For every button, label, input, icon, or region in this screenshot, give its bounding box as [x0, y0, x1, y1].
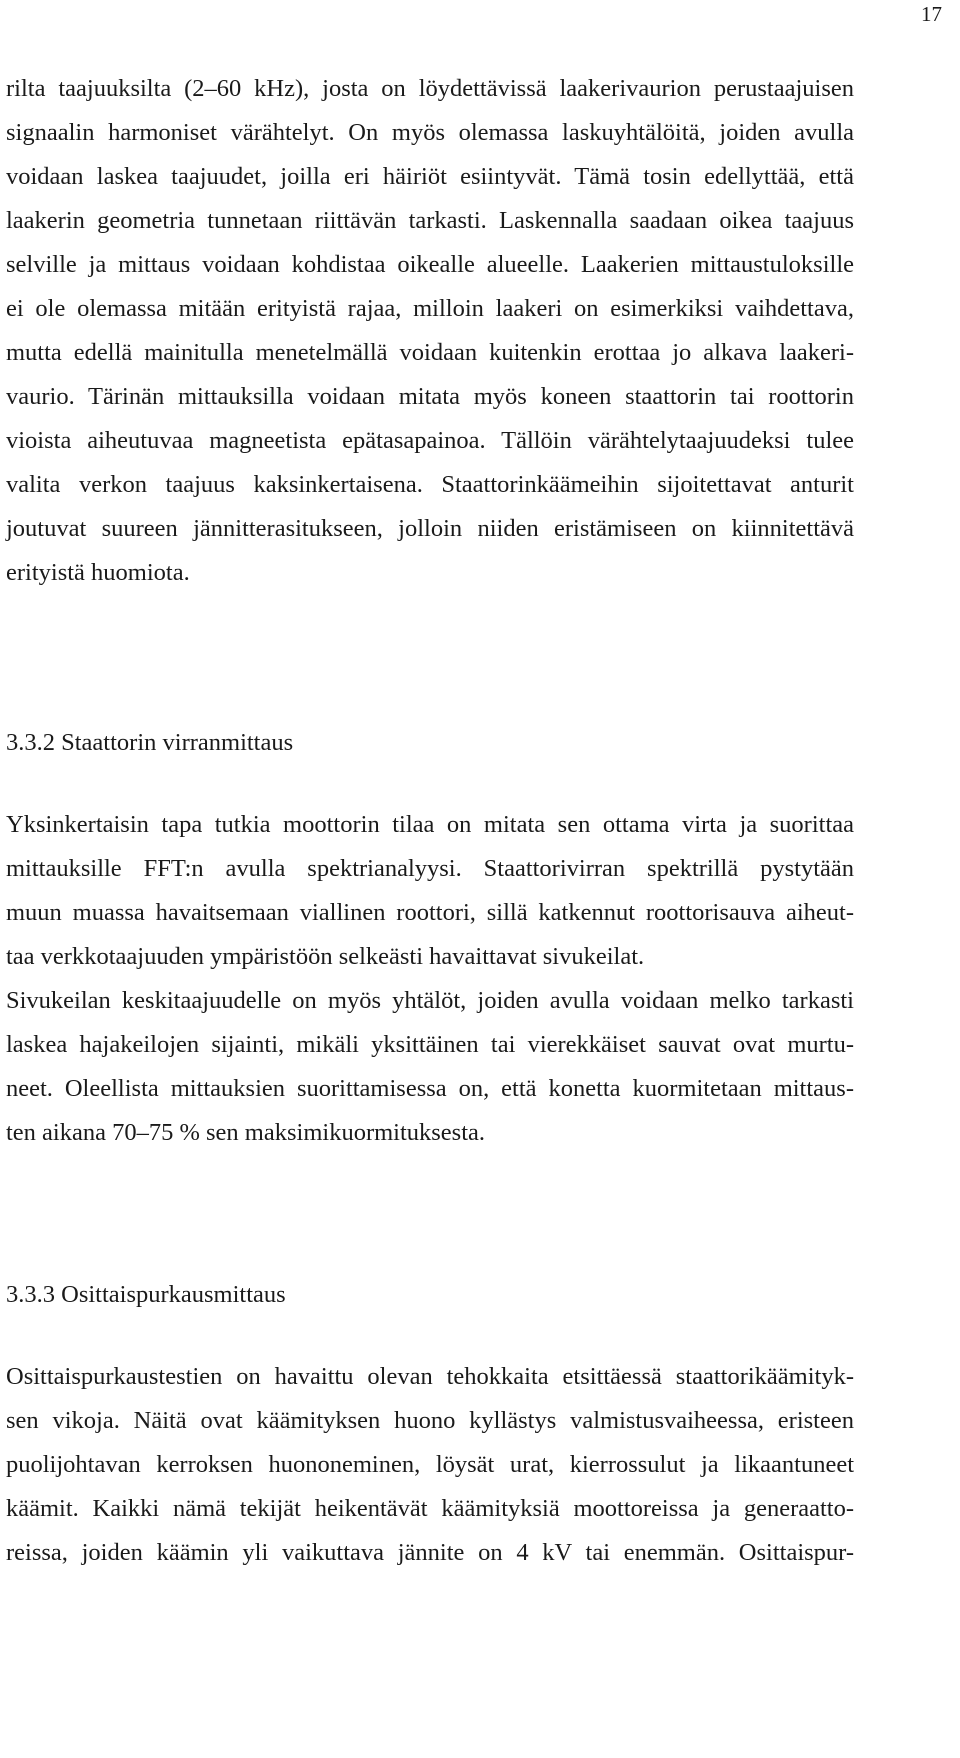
- text-line: signaalin harmoniset värähtelyt. On myös olemassa laskuyhtälöitä, joiden avulla: [6, 119, 854, 146]
- text-line: valita verkon taajuus kaksinkertaisena. Staattorinkäämeihin sijoitettavat anturit: [6, 471, 854, 498]
- text-line: vioista aiheutuvaa magneetista epätasapainoa. Tällöin värähtelytaajuudeksi tulee: [6, 427, 854, 454]
- text-line: ten aikana 70–75 % sen maksimikuormituksesta.: [6, 1119, 486, 1146]
- text-line: vaurio. Tärinän mittauksilla voidaan mitata myös koneen staattorin tai roottorin: [6, 383, 854, 410]
- text-line: mutta edellä mainitulla menetelmällä voidaan kuitenkin erottaa jo alkava laakeri-: [6, 339, 854, 366]
- text-line: ei ole olemassa mitään erityistä rajaa, milloin laakeri on esimerkiksi vaihdettava,: [6, 295, 854, 322]
- text-line: laskea hajakeilojen sijainti, mikäli yksittäinen tai vierekkäiset sauvat ovat murtu-: [6, 1031, 854, 1058]
- section-heading-3-3-2: 3.3.2 Staattorin virranmittaus: [6, 729, 294, 756]
- text-line: rilta taajuuksilta (2–60 kHz), josta on löydettävissä laakerivaurion perustaajuisen: [6, 75, 854, 102]
- text-line: sen vikoja. Näitä ovat käämityksen huono kyllästys valmistusvaiheessa, eristeen: [6, 1407, 854, 1434]
- text-line: voidaan laskea taajuudet, joilla eri häiriöt esiintyvät. Tämä tosin edellyttää, että: [6, 163, 854, 190]
- section-heading-3-3-3: 3.3.3 Osittaispurkausmittaus: [6, 1281, 286, 1308]
- text-line: muun muassa havaitsemaan viallinen roottori, sillä katkennut roottorisauva aiheut-: [6, 899, 854, 926]
- text-line: taa verkkotaajuuden ympäristöön selkeästi havaittavat sivukeilat.: [6, 943, 645, 970]
- text-line: laakerin geometria tunnetaan riittävän tarkasti. Laskennalla saadaan oikea taajuus: [6, 207, 854, 234]
- text-line: neet. Oleellista mittauksien suorittamisessa on, että konetta kuormitetaan mittaus-: [6, 1075, 854, 1102]
- page-number: 17: [921, 2, 942, 26]
- text-line: selville ja mittaus voidaan kohdistaa oikealle alueelle. Laakerien mittaustuloksille: [6, 251, 854, 278]
- text-line: mittauksille FFT:n avulla spektrianalyysi. Staattorivirran spektrillä pystytään: [6, 855, 854, 882]
- text-line: Yksinkertaisin tapa tutkia moottorin tilaa on mitata sen ottama virta ja suorittaa: [6, 811, 854, 838]
- text-line: Sivukeilan keskitaajuudelle on myös yhtälöt, joiden avulla voidaan melko tarkasti: [6, 987, 854, 1014]
- text-line: puolijohtavan kerroksen huononeminen, löysät urat, kierrossulut ja likaantuneet: [6, 1451, 854, 1478]
- text-line: reissa, joiden käämin yli vaikuttava jännite on 4 kV tai enemmän. Osittaispur-: [6, 1539, 854, 1566]
- text-line: käämit. Kaikki nämä tekijät heikentävät käämityksiä moottoreissa ja generaatto-: [6, 1495, 854, 1522]
- text-line: joutuvat suureen jännitterasitukseen, jolloin niiden eristämiseen on kiinnitettävä: [6, 515, 854, 542]
- text-line: Osittaispurkaustestien on havaittu olevan tehokkaita etsittäessä staattorikäämityk-: [6, 1363, 854, 1390]
- text-line: erityistä huomiota.: [6, 559, 190, 586]
